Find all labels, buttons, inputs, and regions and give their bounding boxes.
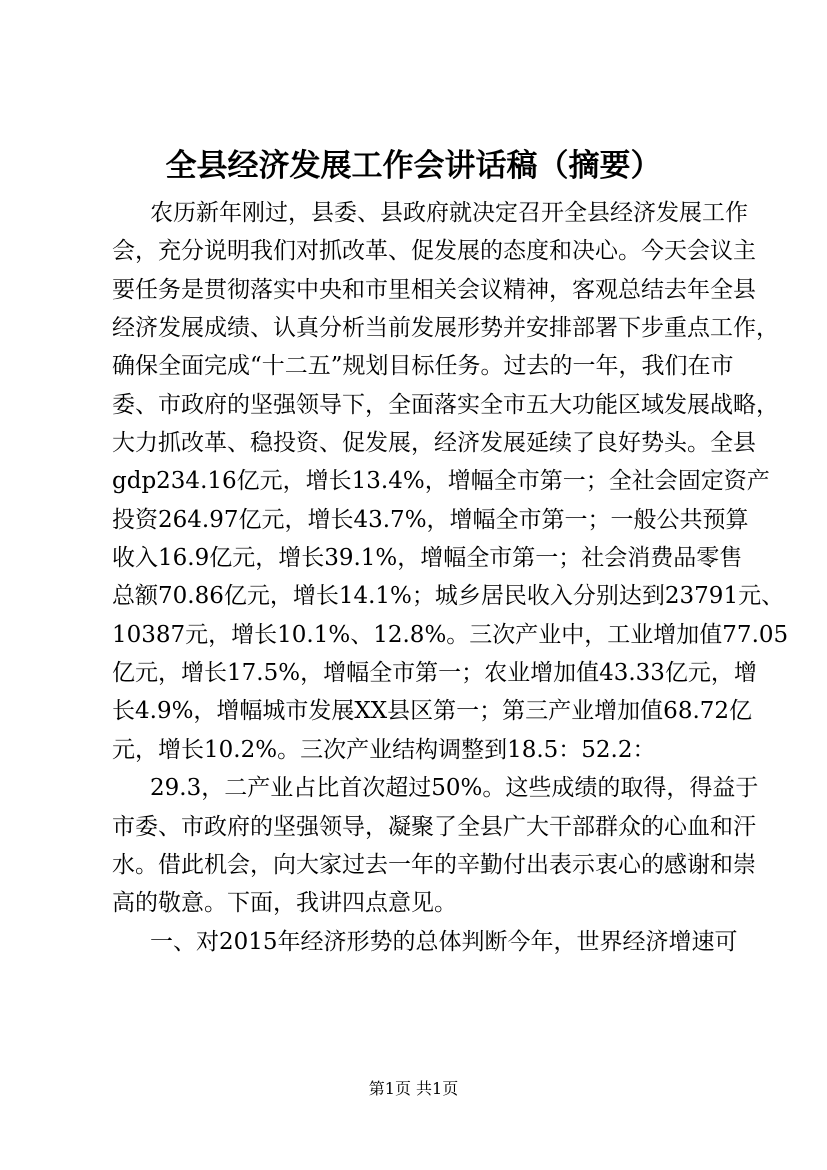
body-line: 投资264.97亿元，增长43.7%，增幅全市第一；一般公共预算 xyxy=(112,506,749,533)
body-line: 农历新年刚过，县委、县政府就决定召开全县经济发展工作 xyxy=(150,200,748,226)
body-line: 29.3，二产业占比首次超过50%。这些成绩的取得，得益于 xyxy=(150,775,759,802)
body-line: 水。借此机会，向大家过去一年的辛勤付出表示衷心的感谢和崇 xyxy=(112,851,756,878)
body-line: 大力抓改革、稳投资、促发展，经济发展延续了良好势头。全县 xyxy=(112,430,756,457)
body-line: 元，增长10.2%。三次产业结构调整到18.5：52.2： xyxy=(112,736,656,763)
body-line: 市委、市政府的坚强领导，凝聚了全县广大干部群众的心血和汗 xyxy=(112,813,756,840)
page-footer: 第1页 共1页 xyxy=(368,1079,459,1098)
document-body xyxy=(112,194,789,961)
body-line: 一、对2015年经济形势的总体判断今年，世界经济增速可 xyxy=(150,928,738,955)
body-line: 高的敬意。下面，我讲四点意见。 xyxy=(112,890,457,917)
document-title: 全县经济发展工作会讲话稿（摘要） xyxy=(165,148,662,184)
body-line: 经济发展成绩、认真分析当前发展形势并安排部署下步重点工作， xyxy=(112,315,779,342)
body-line: 亿元，增长17.5%，增幅全市第一；农业增加值43.33亿元，增 xyxy=(112,660,757,687)
body-line: 总额70.86亿元，增长14.1%；城乡居民收入分别达到23791元、 xyxy=(112,583,785,610)
body-line: 要任务是贯彻落实中央和市里相关会议精神，客观总结去年全县 xyxy=(112,276,756,303)
body-line: 10387元，增长10.1%、12.8%。三次产业中，工业增加值77.05 xyxy=(112,621,789,648)
body-line: 收入16.9亿元，增长39.1%，增幅全市第一；社会消费品零售 xyxy=(112,545,743,572)
body-line: 长4.9%，增幅城市发展XX县区第一；第三产业增加值68.72亿 xyxy=(112,698,753,725)
body-line: 会，充分说明我们对抓改革、促发展的态度和决心。今天会议主 xyxy=(112,238,756,265)
body-line: 确保全面完成“十二五”规划目标任务。过去的一年，我们在市 xyxy=(112,353,734,380)
body-line: 委、市政府的坚强领导下，全面落实全市五大功能区域发展战略， xyxy=(112,391,779,418)
body-line: gdp234.16亿元，增长13.4%，增幅全市第一；全社会固定资产 xyxy=(112,468,770,495)
